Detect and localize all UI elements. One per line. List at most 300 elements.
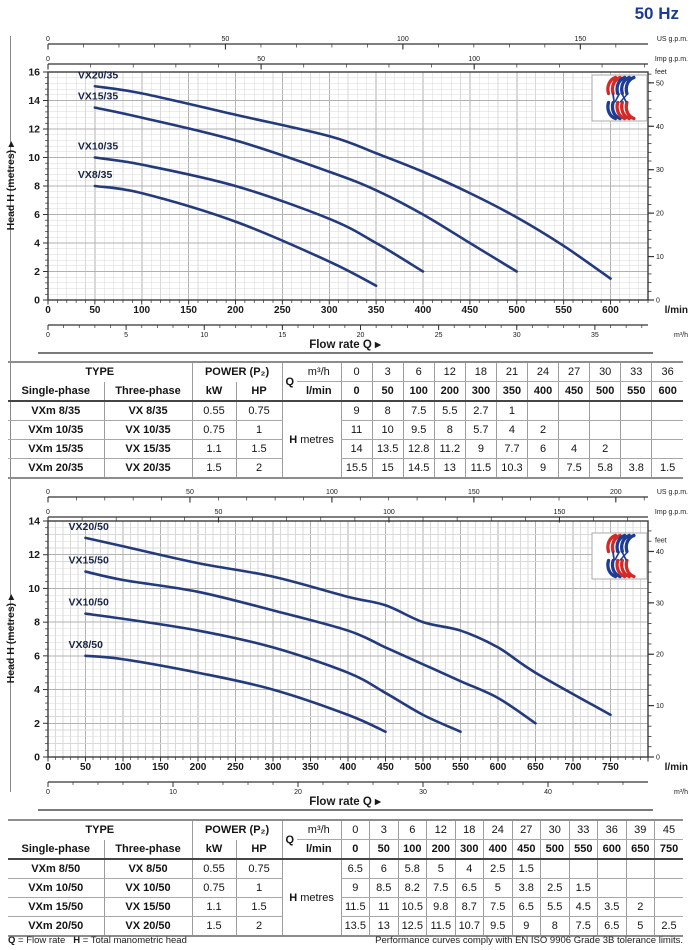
svg-text:0: 0 [46, 36, 50, 43]
head-value [590, 401, 621, 421]
head-value [655, 898, 684, 917]
head-value [598, 859, 627, 879]
svg-text:650: 650 [527, 762, 544, 773]
head-axis-title: Head H (metres) ▸ [5, 594, 17, 684]
model-three-phase: VX 8/35 [104, 401, 192, 421]
model-single-phase: VXm 8/50 [8, 859, 104, 879]
svg-text:150: 150 [152, 762, 169, 773]
flow-axis-title: Flow rate Q ▸ [309, 339, 381, 351]
grid [48, 72, 648, 300]
svg-text:600: 600 [489, 762, 507, 773]
svg-text:4: 4 [34, 684, 40, 697]
imp-gpm-axis [46, 56, 688, 70]
svg-text:0: 0 [34, 294, 40, 307]
page-footer [8, 935, 683, 946]
vx-logo [592, 533, 647, 579]
power-hp: 2 [236, 459, 282, 479]
single-phase-header: Single-phase [8, 840, 104, 860]
head-value [621, 440, 652, 459]
svg-text:600: 600 [602, 305, 619, 316]
head-value: 9 [528, 459, 559, 479]
model-single-phase: VXm 20/35 [28, 462, 84, 474]
q-m3h-value: 33 [569, 820, 598, 840]
table-row [8, 362, 683, 382]
head-value: 7.5 [484, 898, 513, 917]
q-lmin-value: 50 [372, 382, 403, 402]
q-lmin-value: 400 [528, 382, 559, 402]
svg-text:6: 6 [34, 209, 40, 221]
head-value [652, 440, 683, 459]
svg-text:25: 25 [434, 332, 443, 339]
head-value: 7.5 [403, 401, 434, 421]
head-value: 5.5 [541, 898, 570, 917]
model-three-phase: VX 10/35 [104, 421, 192, 440]
power-kw: 0.55 [192, 859, 236, 879]
head-value [652, 401, 683, 421]
svg-text:12: 12 [28, 549, 40, 562]
head-value: 5 [427, 859, 456, 879]
head-value: 8 [541, 917, 570, 937]
head-value: 11.5 [341, 898, 370, 917]
head-value: 9.5 [403, 421, 434, 440]
svg-text:0: 0 [45, 305, 51, 316]
svg-text:Imp g.p.m.: Imp g.p.m. [654, 509, 688, 516]
q-lmin-value: 300 [455, 840, 484, 860]
svg-text:500: 500 [414, 762, 432, 773]
svg-text:20: 20 [294, 789, 302, 796]
svg-text:100: 100 [383, 509, 395, 516]
y-axis-labels [28, 516, 48, 764]
table-row [8, 820, 683, 840]
q-lmin-value: 450 [512, 840, 541, 860]
svg-text:VX10/50: VX10/50 [68, 596, 109, 609]
table-row [8, 898, 683, 917]
svg-text:450: 450 [461, 305, 479, 316]
head-value: 8 [372, 401, 403, 421]
power-kw: 0.75 [192, 421, 236, 440]
q-lmin-value: 50 [370, 840, 399, 860]
head-value: 10.7 [455, 917, 484, 937]
svg-text:VX8/50: VX8/50 [68, 638, 103, 651]
q-lmin-value: 400 [484, 840, 513, 860]
svg-text:100: 100 [133, 305, 151, 316]
svg-text:50: 50 [656, 80, 664, 88]
head-value: 2.5 [484, 859, 513, 879]
svg-text:feet: feet [655, 537, 667, 545]
model-single-phase: VXm 15/35 [8, 440, 104, 459]
head-value: 5 [484, 879, 513, 898]
model-single-phase: VXm 10/35 [8, 421, 104, 440]
q-m3h-value: 27 [559, 362, 590, 382]
head-value: 11.5 [427, 917, 456, 937]
q-m3h-value: 24 [484, 820, 513, 840]
q-m3h-value: 18 [455, 820, 484, 840]
x-axis-lmin [45, 754, 688, 773]
q-lmin-value: 200 [434, 382, 465, 402]
q-lmin-value: 500 [590, 382, 621, 402]
model-three-phase: VX 15/50 [104, 898, 192, 917]
flow-axis-title: Flow rate Q ▸ [309, 796, 381, 808]
head-value [621, 421, 652, 440]
model-three-phase: VX 8/50 [104, 859, 192, 879]
svg-text:0: 0 [45, 762, 51, 773]
q-m3h-value: 0 [341, 820, 370, 840]
svg-text:10: 10 [656, 703, 664, 711]
q-m3h-value: 3 [372, 362, 403, 382]
head-value: 9.8 [427, 898, 456, 917]
head-value: 6.5 [598, 917, 627, 937]
svg-text:250: 250 [227, 762, 244, 773]
svg-text:100: 100 [326, 489, 338, 496]
svg-text:550: 550 [452, 762, 469, 773]
svg-text:10: 10 [169, 789, 177, 796]
svg-text:300: 300 [320, 305, 338, 316]
us-gpm-axis [46, 489, 688, 503]
performance-chart-vx50 [0, 481, 691, 817]
model-single-phase: VXm 15/50 [8, 898, 104, 917]
svg-text:250: 250 [274, 305, 291, 316]
svg-text:VX15/35: VX15/35 [77, 90, 119, 103]
q-lmin-value: 500 [541, 840, 570, 860]
q-definition: = Flow rate [15, 935, 66, 946]
svg-text:50: 50 [214, 509, 223, 516]
performance-table [8, 361, 683, 479]
svg-text:10: 10 [200, 332, 209, 339]
m3h-unit-header: m³/h [297, 820, 341, 840]
head-value: 9 [341, 401, 372, 421]
svg-text:0: 0 [656, 297, 660, 305]
head-value [598, 879, 627, 898]
head-value: 8 [434, 421, 465, 440]
svg-text:100: 100 [397, 36, 409, 43]
svg-text:12: 12 [28, 123, 40, 136]
power-kw: 1.5 [192, 917, 236, 937]
svg-text:200: 200 [189, 762, 207, 773]
table-row [8, 840, 683, 860]
q-m3h-value: 27 [512, 820, 541, 840]
performance-table-vx50 [8, 819, 683, 937]
q-m3h-value: 3 [370, 820, 399, 840]
q-lmin-value: 350 [496, 382, 527, 402]
svg-text:35: 35 [590, 332, 599, 339]
head-value: 1 [496, 401, 527, 421]
hp-header: HP [236, 382, 282, 402]
svg-text:0: 0 [46, 789, 50, 796]
svg-text:8: 8 [34, 180, 40, 193]
svg-text:200: 200 [609, 489, 622, 496]
q-m3h-value: 39 [626, 820, 655, 840]
head-value [569, 859, 598, 879]
type-header: TYPE [85, 366, 115, 379]
model-three-phase: VX 20/35 [104, 459, 192, 479]
table-row [8, 440, 683, 459]
svg-text:2: 2 [34, 266, 40, 278]
head-axis-title: Head H (metres) ▸ [5, 141, 17, 231]
head-value [559, 421, 590, 440]
head-value: 6 [370, 859, 399, 879]
head-value: 3.8 [512, 879, 541, 898]
m3h-axis [46, 782, 688, 796]
table-row [8, 401, 683, 421]
h-definition: = Total manometric head [80, 935, 187, 946]
q-m3h-value: 6 [398, 820, 427, 840]
svg-text:50: 50 [257, 56, 265, 63]
kw-header: kW [192, 840, 236, 860]
x-axis-lmin [45, 297, 688, 316]
q-m3h-value: 12 [434, 362, 465, 382]
model-single-phase: VXm 10/50 [8, 879, 104, 898]
table-row [8, 917, 683, 937]
type-header: TYPE [85, 824, 115, 837]
svg-text:300: 300 [264, 762, 282, 773]
svg-text:0: 0 [656, 754, 660, 762]
svg-text:VX: VX [610, 90, 629, 106]
model-single-phase: VXm 8/35 [8, 401, 104, 421]
svg-text:US g.p.m.: US g.p.m. [656, 489, 688, 496]
svg-text:feet: feet [655, 68, 667, 76]
svg-text:50: 50 [89, 305, 101, 316]
m3h-axis [46, 325, 688, 339]
q-lmin-value: 100 [403, 382, 434, 402]
svg-text:150: 150 [574, 36, 587, 43]
svg-text:100: 100 [114, 762, 132, 773]
head-value: 15.5 [341, 459, 372, 479]
q-symbol: Q [8, 935, 16, 946]
head-value: 11 [341, 421, 372, 440]
svg-text:14: 14 [28, 515, 40, 528]
svg-text:5: 5 [124, 332, 129, 339]
power-header: POWER (P₂) [192, 362, 282, 382]
h-metres-label: H metres [282, 859, 341, 936]
svg-text:40: 40 [656, 548, 664, 556]
power-kw: 1.1 [192, 440, 236, 459]
head-value: 9 [512, 917, 541, 937]
svg-text:14: 14 [28, 95, 40, 107]
svg-text:400: 400 [414, 305, 432, 316]
head-value: 14.5 [403, 459, 434, 479]
q-m3h-value: 24 [528, 362, 559, 382]
q-m3h-value: 21 [496, 362, 527, 382]
head-value: 10 [372, 421, 403, 440]
head-value [541, 859, 570, 879]
q-lmin-value: 0 [341, 382, 372, 402]
svg-text:500: 500 [508, 305, 526, 316]
power-hp: 2 [236, 917, 282, 937]
svg-text:m³/h: m³/h [674, 332, 688, 339]
table-row [8, 859, 683, 879]
q-m3h-value: 30 [590, 362, 621, 382]
table-row [8, 459, 683, 479]
model-three-phase: VX 15/35 [104, 440, 192, 459]
power-kw: 1.5 [192, 459, 236, 479]
svg-text:40: 40 [544, 789, 552, 796]
head-value: 6.5 [455, 879, 484, 898]
head-value: 1.5 [569, 879, 598, 898]
head-value: 2.7 [465, 401, 496, 421]
svg-text:550: 550 [555, 305, 572, 316]
three-phase-header: Three-phase [104, 382, 192, 402]
svg-text:100: 100 [468, 56, 481, 63]
chart-svg [0, 28, 691, 358]
head-value: 8.5 [370, 879, 399, 898]
head-value: 9 [465, 440, 496, 459]
q-m3h-value: 18 [465, 362, 496, 382]
chart-svg [0, 481, 691, 817]
head-value [655, 859, 684, 879]
head-value: 9 [341, 879, 370, 898]
head-value: 6.5 [341, 859, 370, 879]
head-value: 1.5 [652, 459, 683, 479]
head-value: 13.5 [341, 917, 370, 937]
vx-logo [592, 75, 647, 121]
head-value: 2.5 [655, 917, 684, 937]
head-value: 4.5 [569, 898, 598, 917]
q-m3h-value: 33 [621, 362, 652, 382]
head-value [655, 879, 684, 898]
q-lmin-value: 600 [598, 840, 627, 860]
head-value: 11.2 [434, 440, 465, 459]
head-value: 10.5 [398, 898, 427, 917]
head-value: 5.8 [398, 859, 427, 879]
pump-curve-VX15/35 [95, 108, 517, 272]
svg-text:400: 400 [339, 762, 357, 773]
q-lmin-value: 0 [341, 840, 370, 860]
table-row [8, 382, 683, 402]
head-value: 4 [559, 440, 590, 459]
svg-text:20: 20 [356, 332, 365, 339]
head-value: 13.5 [372, 440, 403, 459]
head-value: 7.5 [569, 917, 598, 937]
q-lmin-value: 200 [427, 840, 456, 860]
power-kw: 0.75 [192, 879, 236, 898]
single-phase-header: Single-phase [8, 382, 104, 402]
hp-header: HP [236, 840, 282, 860]
q-m3h-value: 45 [655, 820, 684, 840]
head-value: 2 [590, 440, 621, 459]
head-value: 5.7 [465, 421, 496, 440]
head-value: 6 [528, 440, 559, 459]
head-value: 7.7 [496, 440, 527, 459]
svg-text:40: 40 [656, 123, 664, 131]
q-m3h-value: 36 [598, 820, 627, 840]
svg-text:200: 200 [227, 305, 244, 316]
svg-text:30: 30 [512, 332, 521, 339]
head-value: 4 [455, 859, 484, 879]
power-hp: 1 [236, 421, 282, 440]
q-lmin-value: 600 [652, 382, 683, 402]
svg-text:VX: VX [610, 548, 629, 564]
kw-header: kW [192, 382, 236, 402]
svg-text:0: 0 [46, 509, 50, 516]
power-kw: 0.55 [192, 401, 236, 421]
svg-text:450: 450 [377, 762, 394, 773]
performance-table-vx35 [8, 361, 683, 479]
performance-chart-vx35 [0, 28, 691, 358]
q-lmin-value: 750 [655, 840, 684, 860]
power-kw: 1.1 [192, 898, 236, 917]
head-value: 5.5 [434, 401, 465, 421]
head-value: 8.7 [455, 898, 484, 917]
head-value: 6.5 [512, 898, 541, 917]
power-header: POWER (P₂) [192, 820, 282, 840]
head-value: 2 [626, 898, 655, 917]
svg-text:50: 50 [79, 762, 92, 773]
svg-text:VX20/35: VX20/35 [77, 69, 119, 82]
q-header: Q [282, 820, 297, 859]
head-value: 3.8 [621, 459, 652, 479]
head-value [590, 421, 621, 440]
m3h-unit-header: m³/h [297, 362, 341, 382]
head-value [621, 401, 652, 421]
svg-text:20: 20 [656, 651, 664, 659]
svg-text:l/min: l/min [664, 762, 688, 773]
head-value: 7.5 [559, 459, 590, 479]
svg-text:0: 0 [46, 489, 50, 496]
head-value: 15 [372, 459, 403, 479]
feet-axis [648, 69, 667, 305]
power-hp: 1 [236, 879, 282, 898]
svg-text:10: 10 [656, 254, 664, 262]
svg-text:l/min: l/min [664, 305, 688, 316]
svg-text:50: 50 [186, 489, 194, 496]
svg-text:20: 20 [656, 210, 664, 218]
performance-table [8, 819, 683, 937]
head-value [559, 401, 590, 421]
head-value: 2.5 [541, 879, 570, 898]
svg-text:15: 15 [278, 332, 287, 339]
q-lmin-value: 450 [559, 382, 590, 402]
svg-text:30: 30 [656, 600, 664, 608]
svg-text:US g.p.m.: US g.p.m. [656, 36, 688, 43]
svg-text:150: 150 [468, 489, 480, 496]
q-m3h-value: 6 [403, 362, 434, 382]
svg-text:150: 150 [553, 509, 566, 516]
power-hp: 1.5 [236, 898, 282, 917]
head-value: 9.5 [484, 917, 513, 937]
q-m3h-value: 0 [341, 362, 372, 382]
head-value: 2 [528, 421, 559, 440]
svg-text:VX8/35: VX8/35 [77, 169, 113, 181]
head-value [626, 859, 655, 879]
table-row [8, 421, 683, 440]
power-hp: 0.75 [236, 859, 282, 879]
q-lmin-value: 550 [569, 840, 598, 860]
us-gpm-axis [46, 36, 688, 50]
head-value [626, 879, 655, 898]
head-value [528, 401, 559, 421]
pump-curve-VX20/35 [95, 86, 611, 278]
head-value: 8.2 [398, 879, 427, 898]
frequency-label: 50 Hz [634, 4, 679, 23]
head-value: 11 [370, 898, 399, 917]
head-value: 4 [496, 421, 527, 440]
three-phase-header: Three-phase [104, 840, 192, 860]
svg-text:0: 0 [46, 332, 50, 339]
power-hp: 0.75 [236, 401, 282, 421]
head-value: 12.8 [403, 440, 434, 459]
q-lmin-value: 550 [621, 382, 652, 402]
q-m3h-value: 36 [652, 362, 683, 382]
svg-text:50: 50 [221, 36, 230, 43]
power-hp: 1.5 [236, 440, 282, 459]
footer-definitions [8, 935, 187, 946]
svg-text:30: 30 [419, 789, 427, 796]
q-lmin-value: 650 [626, 840, 655, 860]
q-lmin-value: 300 [465, 382, 496, 402]
svg-text:350: 350 [302, 762, 319, 773]
h-symbol: H [73, 935, 81, 946]
svg-text:6: 6 [34, 650, 40, 663]
